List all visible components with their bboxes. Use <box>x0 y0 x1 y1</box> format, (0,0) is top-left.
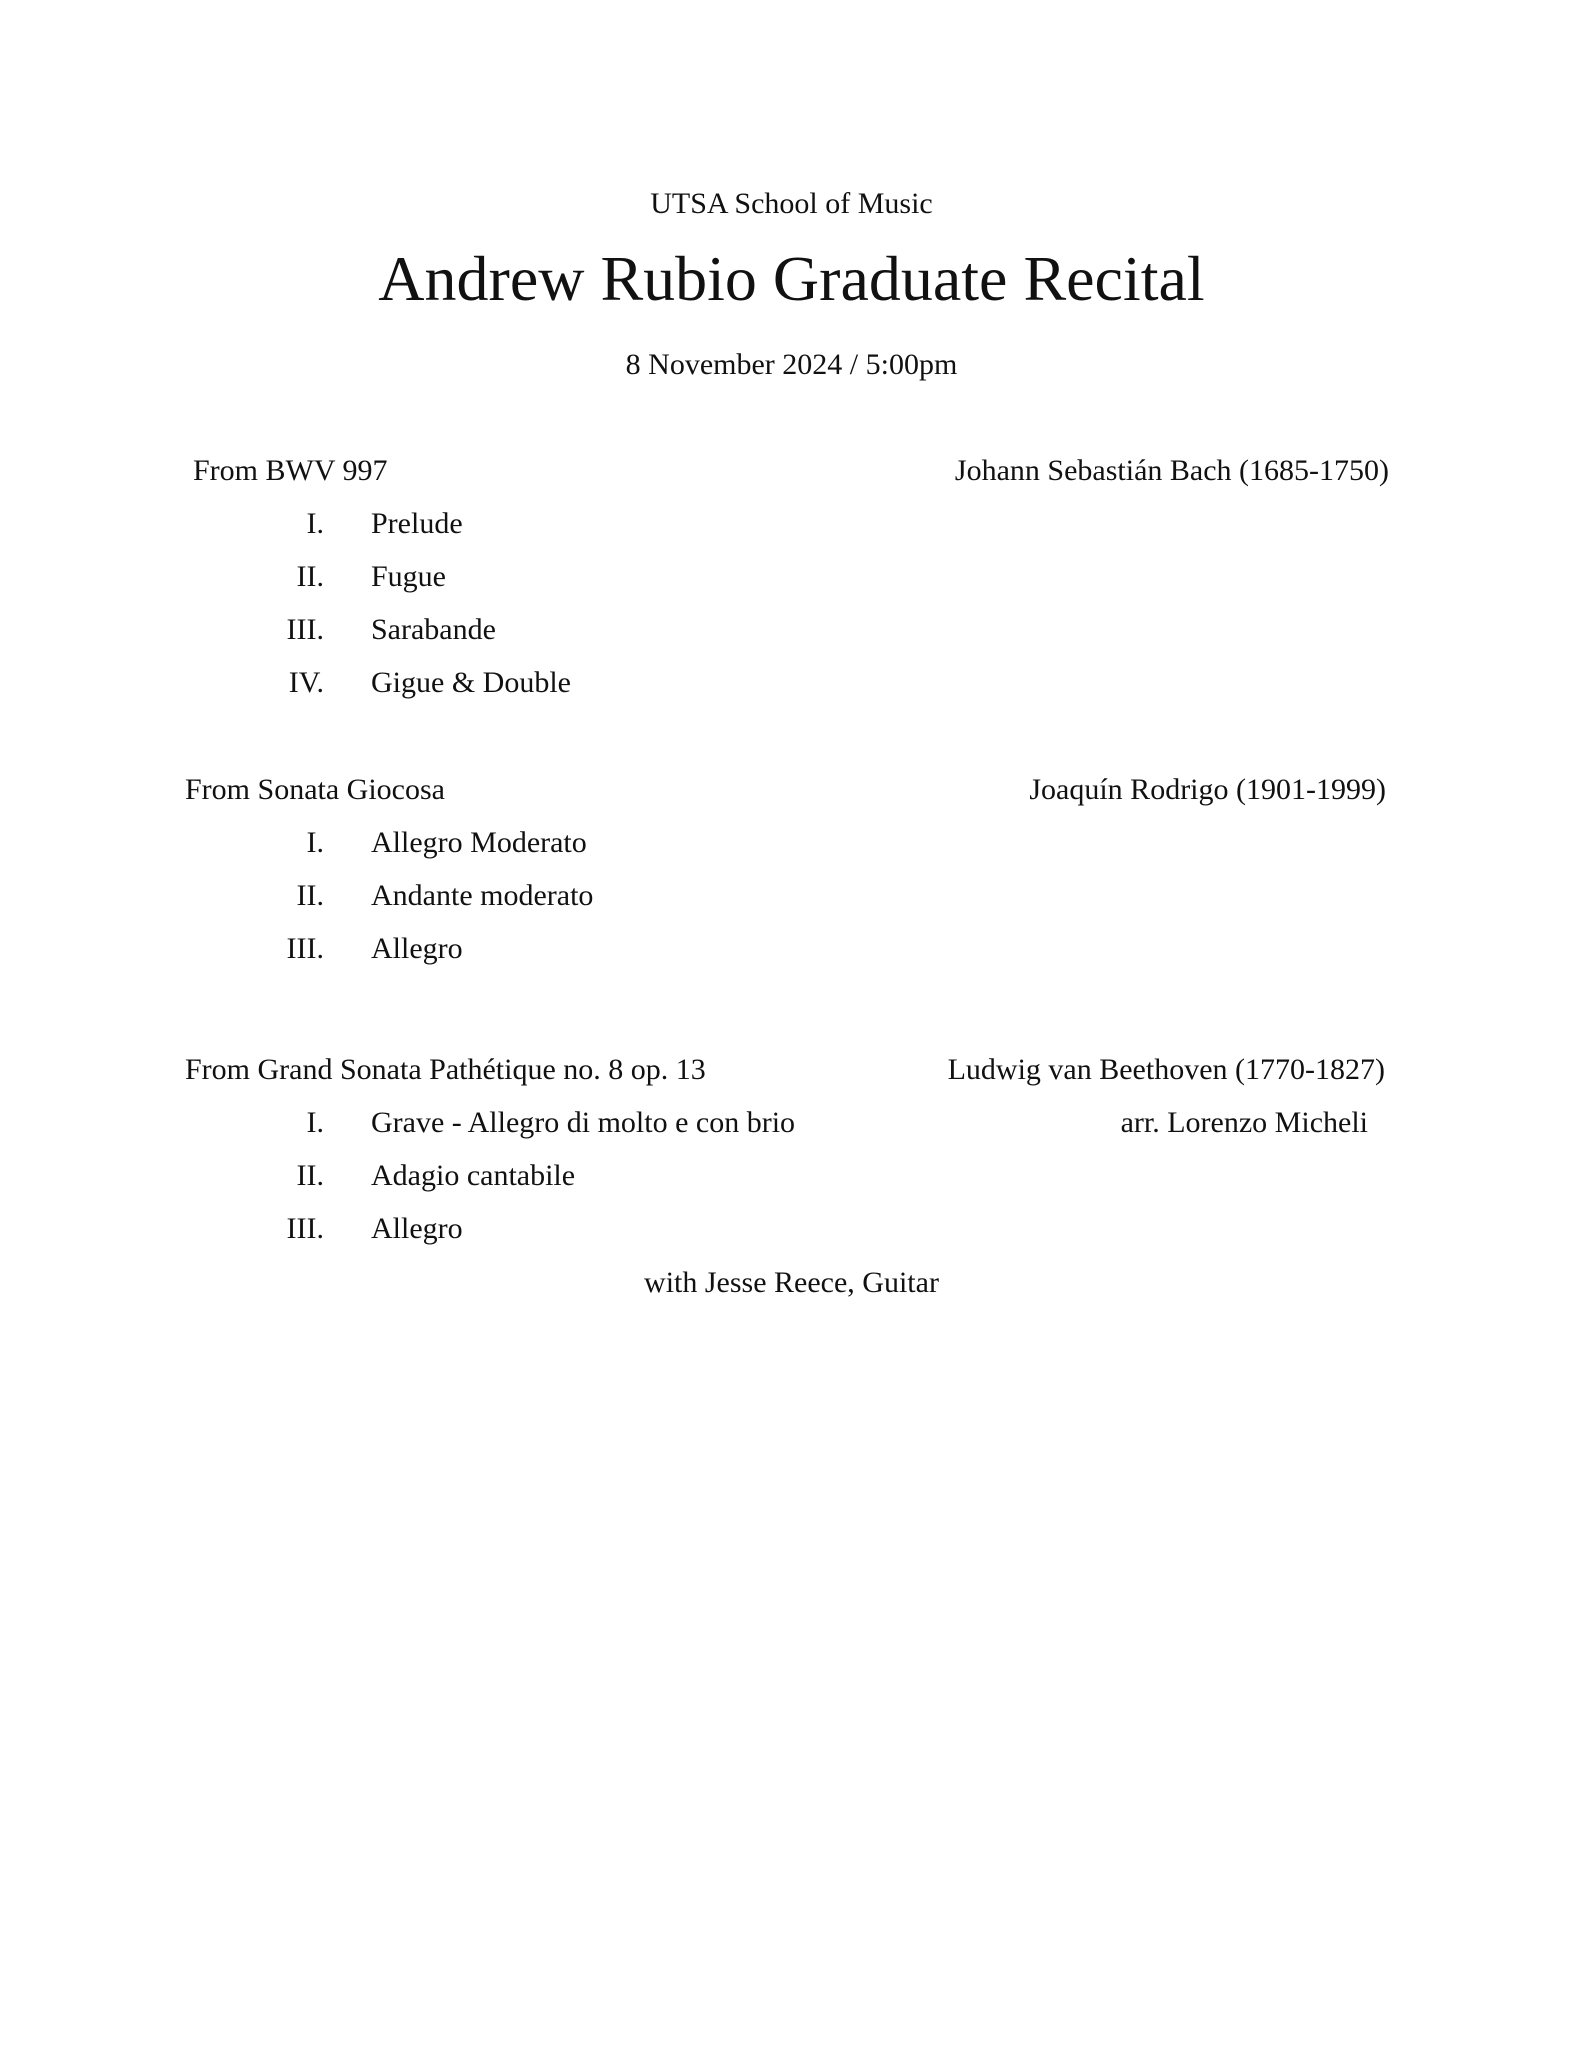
recital-date: 8 November 2024 / 5:00pm <box>625 348 958 381</box>
movement-number: II. <box>296 879 324 912</box>
work-title: From BWV 997 <box>193 454 388 487</box>
movement-item <box>0 665 1583 705</box>
work-title: From Sonata Giocosa <box>185 773 445 806</box>
movement-name: Sarabande <box>371 613 496 646</box>
arranger-credit: arr. Lorenzo Micheli <box>1120 1106 1368 1139</box>
composer-name: Ludwig van Beethoven (1770-1827) <box>947 1053 1385 1086</box>
movement-item <box>0 1211 1583 1251</box>
movement-number: I. <box>306 1106 324 1139</box>
work-title: From Grand Sonata Pathétique no. 8 op. 13 <box>185 1053 706 1086</box>
institution-name: UTSA School of Music <box>650 187 933 220</box>
movement-item <box>0 1158 1583 1198</box>
recital-title: Andrew Rubio Graduate Recital <box>378 243 1205 314</box>
movement-number: III. <box>286 613 324 646</box>
movement-number: II. <box>296 1159 324 1192</box>
movement-name: Gigue & Double <box>371 666 571 699</box>
work-heading <box>0 1052 1583 1092</box>
movement-item <box>0 878 1583 918</box>
movement-name: Fugue <box>371 560 446 593</box>
movement-number: I. <box>306 507 324 540</box>
movement-number: I. <box>306 826 324 859</box>
work-heading <box>0 453 1583 493</box>
composer-name: Joaquín Rodrigo (1901-1999) <box>1029 773 1386 806</box>
performer-note: with Jesse Reece, Guitar <box>644 1266 939 1299</box>
movement-item <box>0 825 1583 865</box>
movement-number: II. <box>296 560 324 593</box>
movement-name: Andante moderato <box>371 879 594 912</box>
movement-number: III. <box>286 932 324 965</box>
movement-item <box>0 1105 1583 1145</box>
work-heading <box>0 772 1583 812</box>
movement-number: IV. <box>288 666 324 699</box>
movement-number: III. <box>286 1212 324 1245</box>
movement-name: Allegro <box>371 1212 463 1245</box>
movement-name: Adagio cantabile <box>371 1159 576 1192</box>
movement-item <box>0 506 1583 546</box>
movement-item <box>0 559 1583 599</box>
movement-name: Grave - Allegro di molto e con brio <box>371 1106 796 1139</box>
movement-name: Allegro <box>371 932 463 965</box>
movement-name: Prelude <box>371 507 463 540</box>
movement-item <box>0 612 1583 652</box>
composer-name: Johann Sebastián Bach (1685-1750) <box>954 454 1389 487</box>
movement-item <box>0 931 1583 971</box>
movement-name: Allegro Moderato <box>371 826 587 859</box>
